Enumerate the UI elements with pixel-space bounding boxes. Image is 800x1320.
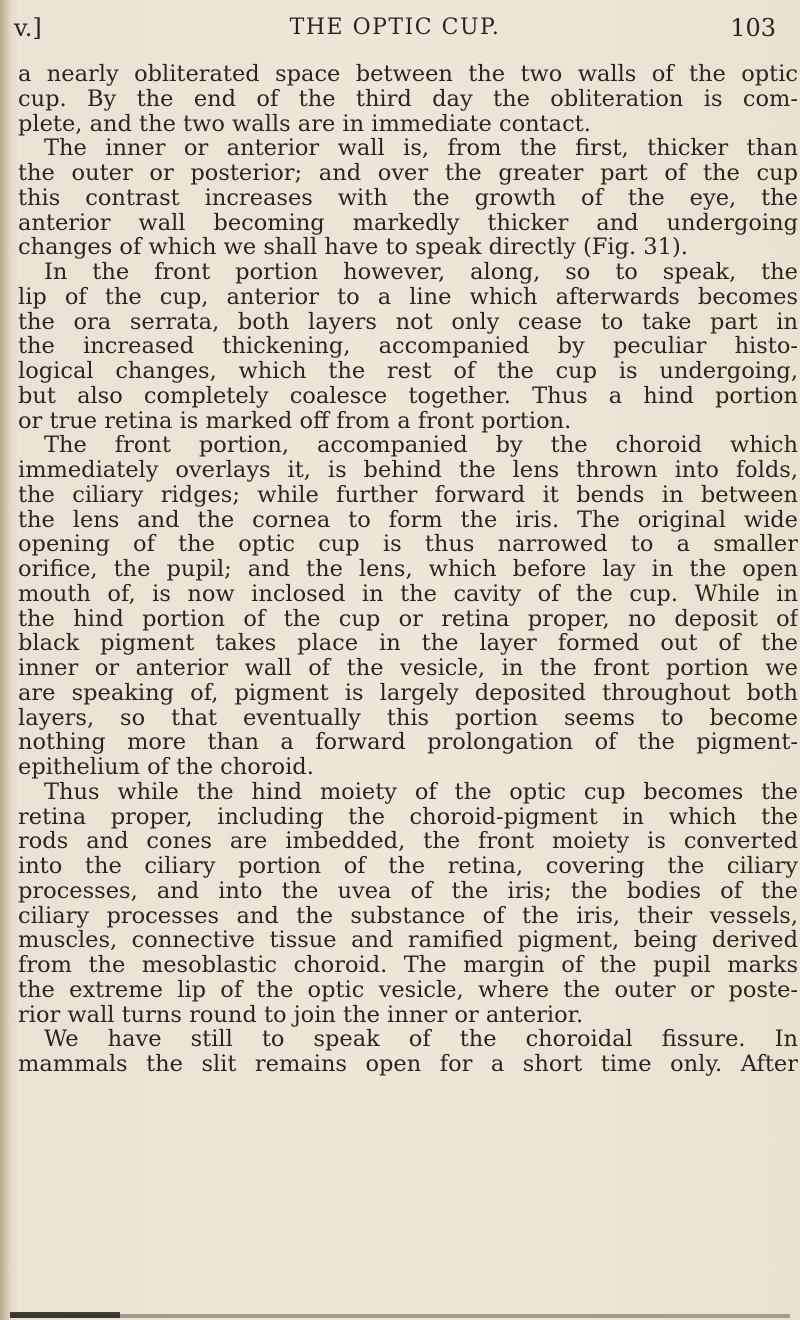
- bottom-edge-rule: [10, 1314, 790, 1318]
- text-line: this contrast increases with the growth of the eye, the: [18, 185, 798, 211]
- text-line: from the mesoblastic choroid. The margin of the pupil marks: [18, 953, 798, 978]
- text-line: the increased thickening, accompanied by peculiar histo-: [18, 334, 798, 359]
- bottom-edge-mark: [10, 1312, 120, 1318]
- text-line: into the ciliary portion of the retina, covering the ciliary: [18, 854, 798, 879]
- text-line: the ciliary ridges; while further forward it bends in between: [18, 482, 798, 508]
- text-line: rods and cones are imbedded, the front moiety is converted: [18, 829, 798, 854]
- text-line: the extreme lip of the optic vesicle, where the outer or poste-: [18, 977, 798, 1003]
- text-line: a nearly obliterated space between the two walls of the optic: [18, 62, 798, 87]
- text-line: the outer or posterior; and over the greater part of the cup: [18, 161, 798, 186]
- text-line: Thus while the hind moiety of the optic cup becomes the: [44, 779, 798, 805]
- text-line: epithelium of the choroid.: [18, 755, 314, 780]
- text-line: or true retina is marked off from a front portion.: [18, 408, 572, 434]
- text-line: mouth of, is now inclosed in the cavity of the cup. While in: [18, 581, 798, 607]
- text-line: We have still to speak of the choroidal fissure. In: [44, 1027, 798, 1052]
- body-text: [18, 62, 798, 1077]
- text-line: The front portion, accompanied by the choroid which: [44, 433, 798, 458]
- text-line: plete, and the two walls are in immediate contact.: [18, 111, 591, 137]
- binding-shadow: [0, 0, 10, 1320]
- text-line: nothing more than a forward prolongation of the pigment-: [18, 730, 798, 755]
- text-line: layers, so that eventually this portion seems to become: [18, 705, 798, 731]
- text-line: the ora serrata, both layers not only cease to take part in: [18, 309, 798, 335]
- text-line: retina proper, including the choroid-pigment in which the: [18, 804, 798, 830]
- text-line: the hind portion of the cup or retina proper, no deposit of: [18, 606, 798, 632]
- text-line: changes of which we shall have to speak directly (Fig. 31).: [18, 235, 688, 260]
- text-line: cup. By the end of the third day the obliteration is com-: [18, 86, 798, 112]
- text-line: are speaking of, pigment is largely deposited throughout both: [18, 680, 798, 706]
- text-line: opening of the optic cup is thus narrowed to a smaller: [18, 532, 798, 557]
- chapter-marker: v.]: [14, 14, 42, 42]
- text-line: lip of the cup, anterior to a line which afterwards becomes: [18, 284, 798, 310]
- text-line: anterior wall becoming markedly thicker and undergoing: [18, 210, 798, 236]
- text-line: inner or anterior wall of the vesicle, in the front portion we: [18, 656, 798, 681]
- text-line: processes, and into the uvea of the iris; the bodies of the: [18, 878, 798, 904]
- page-number: 103: [730, 14, 776, 42]
- text-line: orifice, the pupil; and the lens, which before lay in the open: [18, 557, 798, 582]
- text-line: rior wall turns round to join the inner or anterior.: [18, 1002, 584, 1028]
- text-line: but also completely coalesce together. Thus a hind portion: [18, 383, 798, 409]
- text-line: In the front portion however, along, so to speak, the: [44, 260, 798, 285]
- text-line: mammals the slit remains open for a short time only. After: [18, 1052, 798, 1077]
- text-line: black pigment takes place in the layer formed out of the: [18, 631, 798, 656]
- running-head: THE OPTIC CUP.: [289, 15, 501, 40]
- text-line: ciliary processes and the substance of the iris, their vessels,: [18, 903, 798, 929]
- text-line: immediately overlays it, is behind the lens thrown into folds,: [18, 458, 798, 483]
- page-header: [14, 6, 776, 50]
- text-line: logical changes, which the rest of the cup is undergoing,: [18, 359, 798, 384]
- text-line: muscles, connective tissue and ramified pigment, being derived: [18, 928, 798, 953]
- text-line: The inner or anterior wall is, from the first, thicker than: [44, 136, 798, 161]
- text-line: the lens and the cornea to form the iris. The original wide: [18, 507, 798, 533]
